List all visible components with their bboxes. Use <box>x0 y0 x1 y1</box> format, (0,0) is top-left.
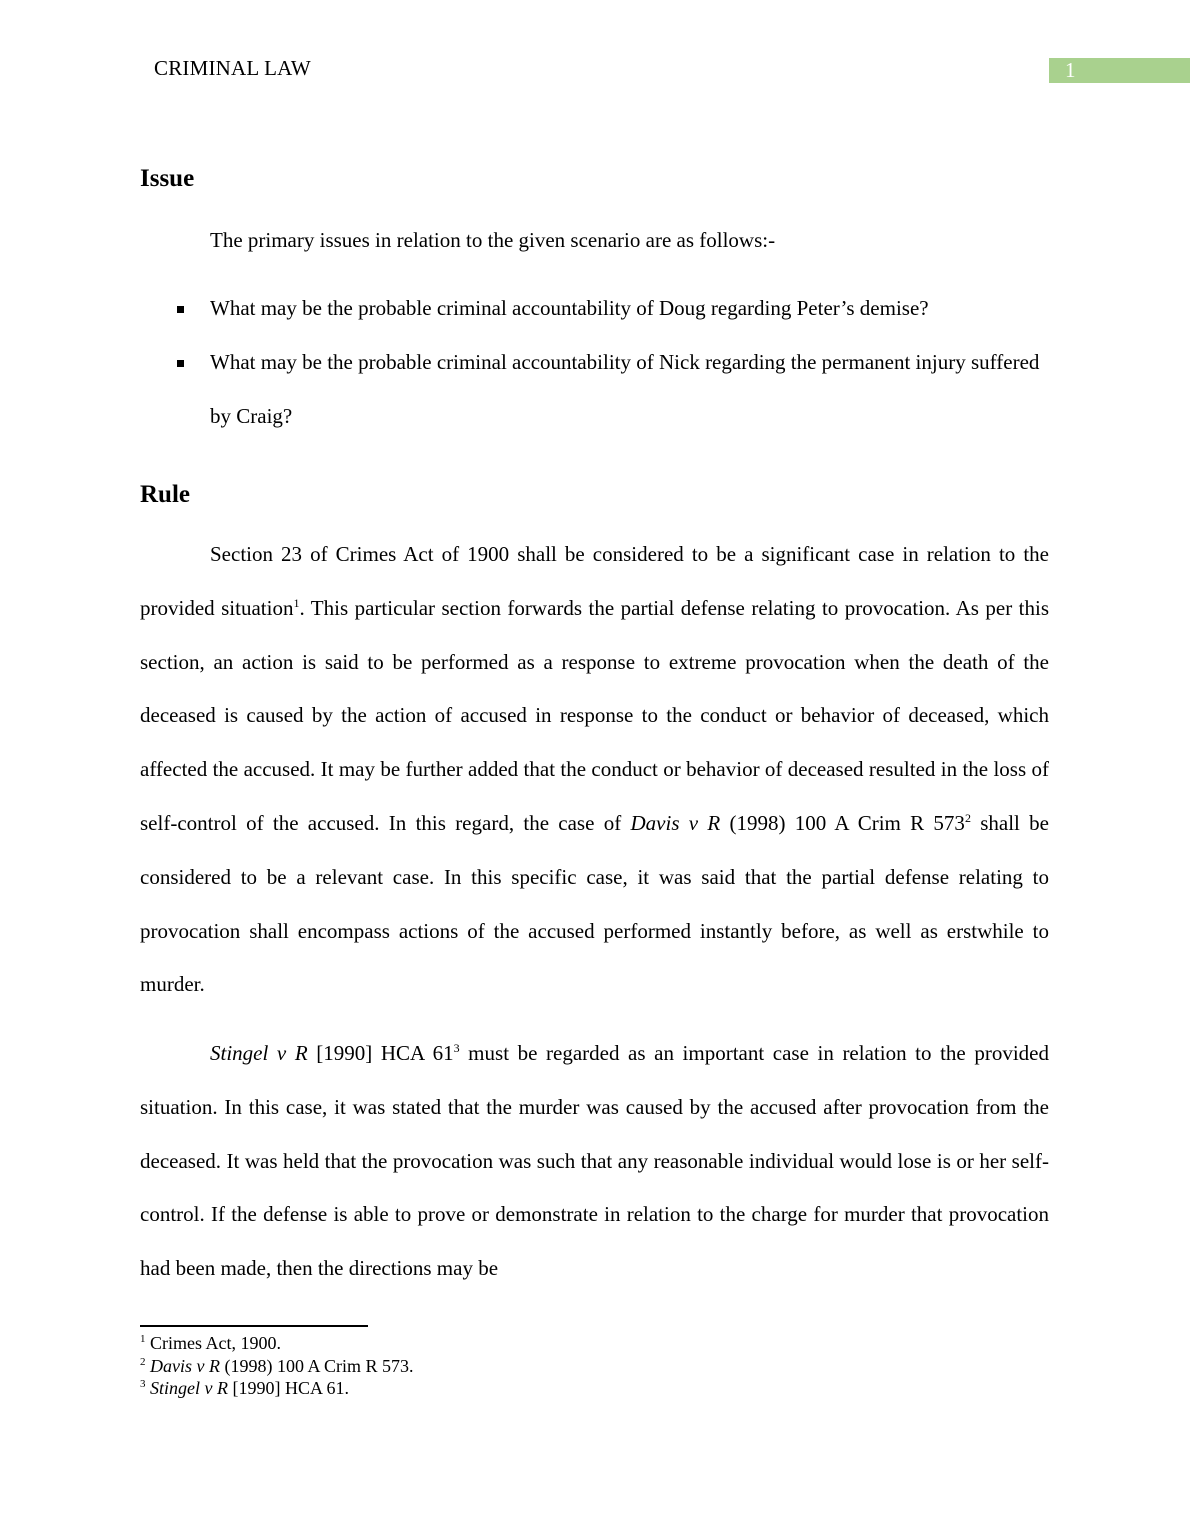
list-item-text: What may be the probable criminal accountability of Doug regarding Peter’s demise? <box>210 296 929 320</box>
list-item <box>140 336 1049 444</box>
running-header: CRIMINAL LAW <box>154 56 311 80</box>
rule-heading: Rule <box>140 481 190 508</box>
rule-paragraph-2 <box>140 1027 1049 1296</box>
footnote-number: 2 <box>140 1355 146 1368</box>
footnote-separator <box>140 1325 368 1327</box>
text-run: (1998) 100 A Crim R 573 <box>720 810 965 835</box>
footnote-text: Crimes Act, 1900. <box>150 1333 281 1353</box>
list-item-text: What may be the probable criminal accountability of Nick regarding the permanent injury suffered by Craig? <box>210 349 1040 428</box>
footnote-ref-1[interactable]: 1 <box>293 595 300 610</box>
footnote-ref-3[interactable]: 3 <box>453 1041 460 1055</box>
case-name: Stingel v R <box>150 1378 228 1398</box>
text-run: Section 23 of Crimes Act of 1900 shall be considered to be a significant case in relation to the provided situation <box>140 542 1049 620</box>
square-bullet-icon <box>177 360 184 367</box>
issue-bullet-list <box>140 282 1049 443</box>
list-item <box>140 282 1049 336</box>
footnote-2 <box>140 1355 414 1378</box>
rule-paragraph-1 <box>140 528 1049 1012</box>
case-name: Davis v R <box>150 1355 220 1376</box>
footnote-3 <box>140 1377 414 1400</box>
footnotes <box>140 1332 414 1400</box>
square-bullet-icon <box>177 306 184 313</box>
footnote-1 <box>140 1332 414 1355</box>
footnote-number: 3 <box>140 1378 146 1390</box>
footnote-text: [1990] HCA 61. <box>227 1378 349 1398</box>
footnote-ref-2[interactable]: 2 <box>964 810 971 825</box>
footnote-number: 1 <box>140 1333 146 1345</box>
case-name: Davis v R <box>630 810 721 835</box>
text-run: . This particular section forwards the partial defense relating to provocation. As per this section, an action is said to be performed as a response to extreme provocation when the death of the deceased is caused by the action of accused in response to the conduct or behavior of deceased, which affected the accused. It may be further added that the conduct or behavior of deceased resulted in the loss of self-control of the accused. In this regard, the case of <box>140 595 1050 835</box>
page-number-badge: 1 <box>1049 58 1190 83</box>
issue-intro: The primary issues in relation to the given scenario are as follows:- <box>210 228 776 252</box>
text-run: shall be considered to be a relevant case. In this specific case, it was said that the partial defense relating to provocation shall encompass actions of the accused performed instantly before, as well as erstwhile to murder. <box>140 810 1049 997</box>
case-name: Stingel v R <box>210 1041 308 1065</box>
text-run: must be regarded as an important case in relation to the provided situation. In this case, it was stated that the murder was caused by the accused after provocation from the deceased. It was held that the provocation was such that any reasonable individual would lose is or her self-control. If the defense is able to prove or demonstrate in relation to the charge for murder that provocation had been made, then the directions may be <box>140 1041 1049 1281</box>
text-run: [1990] HCA 61 <box>307 1041 454 1065</box>
issue-heading: Issue <box>140 165 195 192</box>
footnote-text: (1998) 100 A Crim R 573. <box>219 1355 414 1376</box>
